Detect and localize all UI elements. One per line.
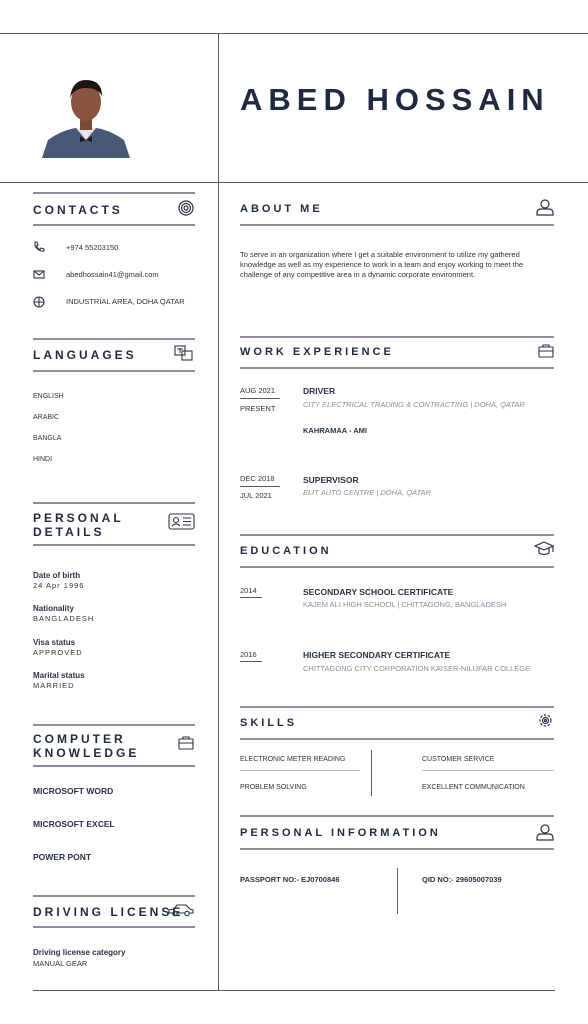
nationality-value: BANGLADESH <box>33 614 95 623</box>
about-title: ABOUT ME <box>240 203 323 215</box>
full-name: ABED HOSSAIN <box>240 82 550 117</box>
driving-top-line <box>33 895 195 897</box>
job-to: PRESENT <box>240 404 276 413</box>
column-divider <box>218 33 219 991</box>
contacts-top-line <box>33 192 195 194</box>
computer-title-2: KNOWLEDGE <box>33 746 140 760</box>
computer-bottom-line <box>33 765 195 767</box>
work-title: WORK EXPERIENCE <box>240 346 394 358</box>
job-role: DRIVER <box>303 386 336 396</box>
edu-year: 2016 <box>240 650 257 659</box>
contact-address: INDUSTRIAL AREA, DOHA QATAR <box>66 297 185 306</box>
languages-top-line <box>33 338 195 340</box>
about-bottom-line <box>240 224 554 226</box>
contact-phone: +974 55203150 <box>66 243 119 252</box>
personal-info-column-divider <box>397 868 398 914</box>
driving-bottom-line <box>33 926 195 928</box>
translate-icon <box>174 345 194 361</box>
profile-photo <box>42 78 130 158</box>
computer-title-1: COMPUTER <box>33 732 126 746</box>
briefcase-icon <box>178 736 194 750</box>
skills-title: SKILLS <box>240 717 298 729</box>
user-icon <box>536 823 554 841</box>
nationality-label: Nationality <box>33 604 74 613</box>
edu-year-underline <box>240 661 262 662</box>
location-icon <box>33 295 45 308</box>
marital-value: MARRIED <box>33 681 75 690</box>
computer-top-line <box>33 724 195 726</box>
contacts-bottom-line <box>33 224 195 226</box>
phone-icon <box>33 241 45 253</box>
computer-item: MICROSOFT EXCEL <box>33 819 115 829</box>
edu-school: KAJEM ALI HIGH SCHOOL | CHITTAGONG, BANGLADESH <box>303 600 507 609</box>
edu-school: CHITTAGONG CITY CORPORATION KAISER-NILUFAR COLLEGE <box>303 664 531 673</box>
work-top-line <box>240 336 554 338</box>
work-bottom-line <box>240 367 554 369</box>
edu-degree: HIGHER SECONDARY CERTIFICATE <box>303 650 451 660</box>
computer-item: POWER PONT <box>33 852 92 862</box>
target-icon <box>178 200 194 216</box>
skills-top-line <box>240 706 554 708</box>
briefcase-icon <box>538 344 554 358</box>
passport-number: PASSPORT NO:- EJ0700846 <box>240 875 340 884</box>
email-icon <box>33 268 45 280</box>
job-to: JUL 2021 <box>240 491 272 500</box>
job-from: DEC 2018 <box>240 474 275 483</box>
bottom-border <box>33 990 555 991</box>
language-item: HINDI <box>33 456 53 463</box>
skill-item: EXCELLENT COMMUNICATION <box>422 784 525 791</box>
language-item: ENGLISH <box>33 393 64 400</box>
job-date-divider <box>240 486 280 487</box>
job-company: CITY ELECTRICAL TRADING & CONTRACTING | DOHA, QATAR <box>303 400 525 409</box>
job-extra: KAHRAMAA - AMI <box>303 426 368 435</box>
car-icon <box>167 902 195 918</box>
edu-year-underline <box>240 597 262 598</box>
education-top-line <box>240 534 554 536</box>
job-role: SUPERVISOR <box>303 475 359 485</box>
id-card-icon <box>168 513 195 530</box>
driving-label: Driving license category <box>33 948 126 957</box>
skills-row-divider <box>240 770 360 771</box>
job-from: AUG 2021 <box>240 386 276 395</box>
driving-value: MANUAL GEAR <box>33 959 88 968</box>
about-text: To serve in an organization where I get a suitable environment to utilize my gathered knowledge as well as my experience to work in a team and enjoy working to meet the challenge of any competitive area in a dynamic corporate environment. <box>240 250 524 279</box>
language-item: BANGLA <box>33 435 62 442</box>
dob-label: Date of birth <box>33 571 81 580</box>
visa-value: APPROVED <box>33 648 83 657</box>
skills-column-divider <box>371 750 372 796</box>
header-divider <box>0 182 588 183</box>
education-bottom-line <box>240 566 554 568</box>
gear-icon <box>537 712 554 729</box>
personal-info-title: PERSONAL INFORMATION <box>240 827 441 839</box>
personal-info-top-line <box>240 815 554 817</box>
job-date-divider <box>240 398 280 399</box>
computer-item: MICROSOFT WORD <box>33 786 114 796</box>
graduation-cap-icon <box>534 540 554 558</box>
skill-item: CUSTOMER SERVICE <box>422 756 495 763</box>
edu-degree: SECONDARY SCHOOL CERTIFICATE <box>303 587 454 597</box>
driving-title: DRIVING LICENSE <box>33 905 184 919</box>
visa-label: Visa status <box>33 638 76 647</box>
languages-bottom-line <box>33 370 195 372</box>
personal-info-bottom-line <box>240 848 554 850</box>
skill-item: PROBLEM SOLVING <box>240 784 307 791</box>
user-icon <box>536 198 554 216</box>
personal-details-title-2: DETAILS <box>33 525 105 539</box>
personal-details-top-line <box>33 502 195 504</box>
contacts-title: CONTACTS <box>33 203 123 217</box>
job-company: ELIT AUTO CENTRE | DOHA, QATAR <box>303 488 431 497</box>
marital-label: Marital status <box>33 671 85 680</box>
languages-title: LANGUAGES <box>33 348 137 362</box>
contact-email: abedhossain41@gmail.com <box>66 270 159 279</box>
skills-bottom-line <box>240 738 554 740</box>
education-title: EDUCATION <box>240 545 332 557</box>
skill-item: ELECTRONIC METER READING <box>240 756 346 763</box>
language-item: ARABIC <box>33 414 60 421</box>
skills-row-divider <box>422 770 554 771</box>
personal-details-title-1: PERSONAL <box>33 511 124 525</box>
personal-details-bottom-line <box>33 544 195 546</box>
top-border <box>0 33 588 34</box>
dob-value: 24 Apr 1996 <box>33 581 85 590</box>
qid-number: QID NO:- 29605007039 <box>422 875 502 884</box>
edu-year: 2014 <box>240 586 257 595</box>
